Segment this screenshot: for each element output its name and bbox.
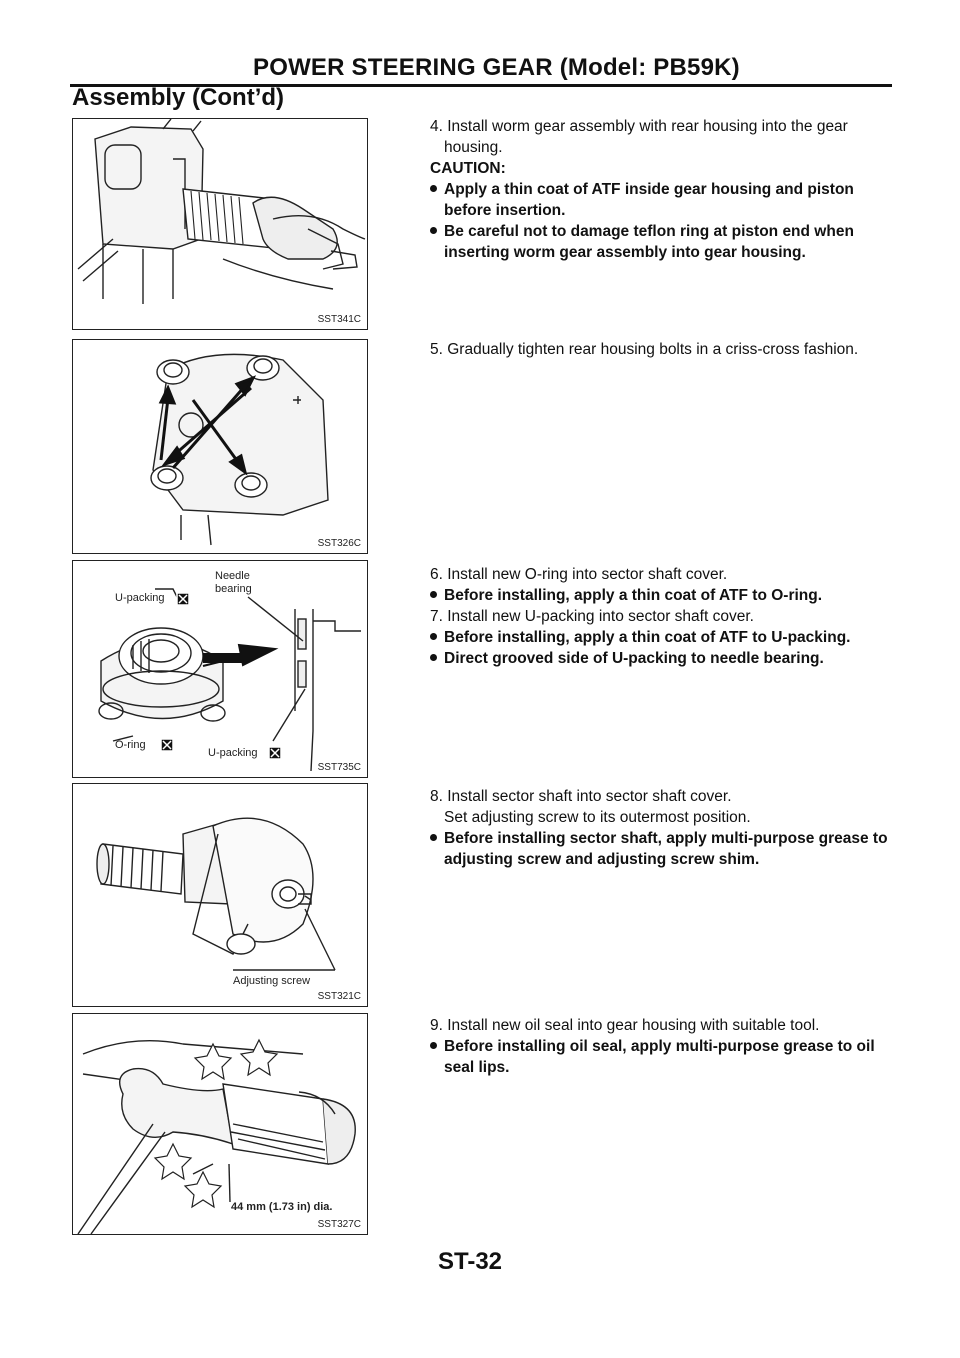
bullet-item: Before installing oil seal, apply multi-purpose grease to oil seal lips. — [430, 1036, 890, 1078]
bullet-item: Apply a thin coat of ATF inside gear housing and piston before insertion. — [430, 179, 890, 221]
bullet-item: Before installing, apply a thin coat of ATF to O-ring. — [430, 585, 890, 606]
figure-sector-shaft — [72, 783, 368, 1007]
step-4 — [430, 116, 890, 263]
label-adjusting-screw: Adjusting screw — [233, 975, 311, 987]
section-subtitle: Assembly (Cont’d) — [72, 84, 285, 111]
bullet-item: Before installing, apply a thin coat of ATF to U-packing. — [430, 627, 890, 648]
sector-shaft-cover-illustration — [73, 561, 368, 778]
step-8 — [430, 786, 890, 870]
bullet-item: Be careful not to damage teflon ring at piston end when inserting worm gear assembly into gear housing. — [430, 221, 890, 263]
figure-code: SST341C — [317, 314, 361, 325]
oil-seal-illustration — [73, 1014, 368, 1235]
page-header-title: POWER STEERING GEAR (Model: PB59K) — [253, 54, 740, 81]
figure-rear-housing-bolts — [72, 339, 368, 554]
sector-shaft-illustration — [73, 784, 368, 1007]
figure-code: SST327C — [317, 1219, 361, 1230]
step-text: 7. Install new U-packing into sector shaft cover. — [430, 608, 754, 625]
step-text: 5. Gradually tighten rear housing bolts in a criss-cross fashion. — [430, 341, 859, 358]
rear-housing-illustration — [73, 340, 368, 554]
figure-oil-seal — [72, 1013, 368, 1235]
step-text: 6. Install new O-ring into sector shaft cover. — [430, 566, 728, 583]
label-bearing: bearing — [215, 583, 252, 595]
page-number: ST-32 — [438, 1248, 503, 1275]
step-9 — [430, 1015, 890, 1078]
figure-code: SST326C — [317, 538, 361, 549]
step-text: Set adjusting screw to its outermost position. — [444, 809, 751, 826]
label-upacking-top: U-packing — [115, 592, 165, 604]
label-oring: O-ring — [115, 739, 146, 751]
figure-code: SST735C — [317, 762, 361, 773]
step-text: 8. Install sector shaft into sector shaft cover. — [430, 788, 732, 805]
label-upacking-bottom: U-packing — [208, 747, 258, 759]
step-5 — [430, 339, 890, 360]
bullet-item: Direct grooved side of U-packing to needle bearing. — [430, 648, 890, 669]
label-needle: Needle — [215, 570, 250, 582]
label-dia: 44 mm (1.73 in) dia. — [231, 1201, 333, 1213]
step-text: 4. Install worm gear assembly with rear housing into the gear — [430, 118, 848, 135]
bullet-item: Before installing sector shaft, apply multi-purpose grease to adjusting screw and adjusting screw shim. — [430, 828, 890, 870]
step-text: 9. Install new oil seal into gear housing with suitable tool. — [430, 1017, 820, 1034]
caution-label: CAUTION: — [430, 160, 506, 177]
worm-gear-illustration — [73, 119, 368, 330]
step-6-7 — [430, 564, 890, 669]
step-text: housing. — [444, 139, 503, 156]
figure-oring-upacking — [72, 560, 368, 778]
figure-code: SST321C — [317, 991, 361, 1002]
figure-worm-gear-insertion — [72, 118, 368, 330]
